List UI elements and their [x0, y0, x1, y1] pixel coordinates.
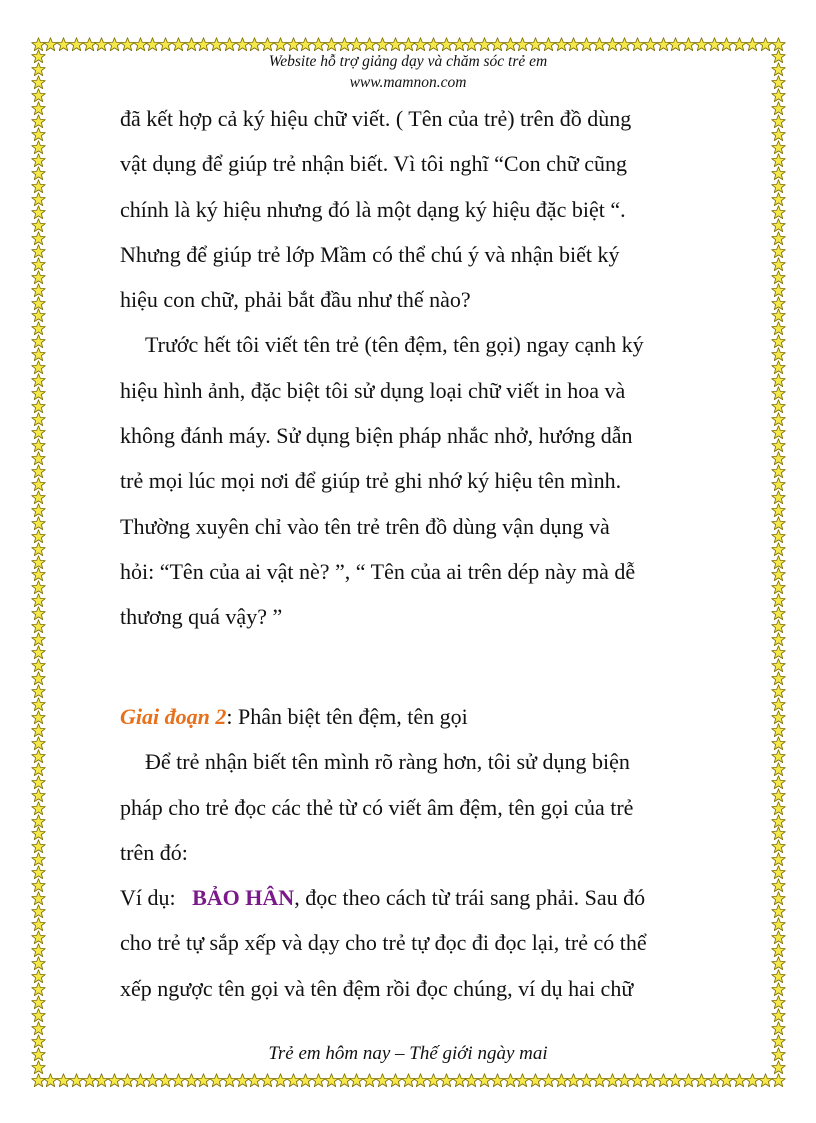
text-line: chính là ký hiệu nhưng đó là một dạng ký hiệu đặc biệt “. — [120, 196, 626, 222]
paragraph-3 — [120, 739, 720, 875]
paragraph-4 — [120, 875, 720, 1011]
example-name: BẢO HÂN — [192, 885, 295, 911]
text-line: Thường xuyên chỉ vào tên trẻ trên đồ dùng vận dụng và — [120, 513, 610, 539]
text-line: trẻ mọi lúc mọi nơi để giúp trẻ ghi nhớ ký hiệu tên mình. — [120, 468, 622, 494]
text-line: Nhưng để giúp trẻ lớp Mầm có thể chú ý và nhận biết ký — [120, 241, 620, 267]
text-line: vật dụng để giúp trẻ nhận biết. Vì tôi nghĩ “Con chữ cũng — [120, 151, 628, 177]
text-line: hiệu hình ảnh, đặc biệt tôi sử dụng loại chữ viết in hoa và — [120, 377, 626, 403]
star-icon — [771, 1073, 786, 1088]
text-line: Để trẻ nhận biết tên mình rõ ràng hơn, tôi sử dụng biện — [145, 749, 630, 775]
text-line: cho trẻ tự sắp xếp và dạy cho trẻ tự đọc đi đọc lại, trẻ có thể — [120, 930, 647, 956]
body-text-top — [120, 96, 720, 640]
stage-title: : Phân biệt tên đệm, tên gọi — [226, 704, 468, 729]
text-line: Trước hết tôi viết tên trẻ (tên đệm, tên gọi) ngay cạnh ký — [145, 332, 644, 358]
footer-slogan: Trẻ em hôm nay – Thế giới ngày mai — [268, 1043, 548, 1064]
example-line — [120, 875, 720, 920]
text-line: không đánh máy. Sử dụng biện pháp nhắc nhở, hướng dẫn — [120, 423, 633, 449]
text-line: thương quá vậy? ” — [120, 604, 283, 630]
text-line: hỏi: “Tên của ai vật nè? ”, “ Tên của ai trên dép này mà dễ — [120, 558, 636, 584]
paragraph-2 — [120, 322, 720, 639]
text-line: hiệu con chữ, phải bắt đầu như thế nào? — [120, 287, 471, 313]
text-line: trên đó: — [120, 839, 188, 865]
text-line: xếp ngược tên gọi và tên đệm rồi đọc chúng, ví dụ hai chữ — [120, 975, 634, 1001]
header-website-url: www.mamnon.com — [349, 74, 467, 91]
stage-heading-line — [120, 694, 720, 739]
stage-label: Giai đoạn 2 — [120, 704, 227, 729]
body-text-bottom — [120, 694, 720, 1011]
text-line: đã kết hợp cả ký hiệu chữ viết. ( Tên của trẻ) trên đồ dùng — [120, 106, 632, 131]
paragraph-1 — [120, 96, 720, 322]
stage-heading — [120, 694, 720, 739]
text-line: pháp cho trẻ đọc các thẻ từ có viết âm đệm, tên gọi của trẻ — [120, 794, 634, 820]
header-website-title: Website hỗ trợ giảng dạy và chăm sóc trẻ em — [268, 53, 548, 70]
example-prefix: Ví dụ: — [120, 885, 193, 911]
example-rest: , đọc theo cách từ trái sang phải. Sau đó — [294, 885, 646, 911]
